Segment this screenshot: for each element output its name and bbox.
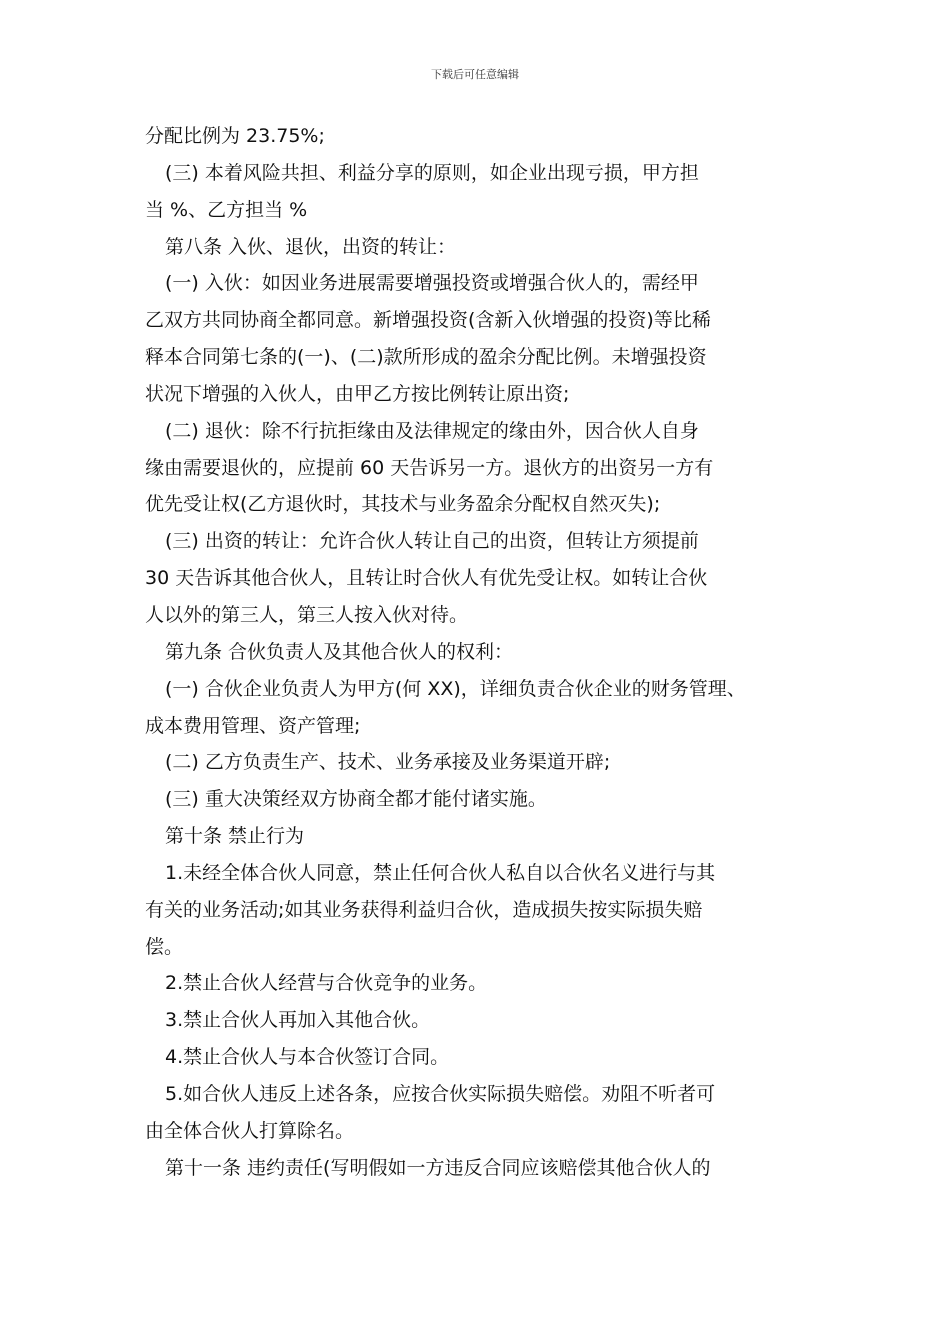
text-line: 第八条 入伙、退伙，出资的转让： [165,235,457,258]
text-line: (一) 入伙：如因业务进展需要增强投资或增强合伙人的，需经甲 [165,272,699,295]
text-line: 由全体合伙人打算除名。 [145,1119,355,1142]
text-line: 乙双方共同协商全都同意。新增强投资(含新入伙增强的投资)等比稀 [145,309,711,332]
text-line: 3.禁止合伙人再加入其他合伙。 [165,1009,431,1032]
text-line: 30 天告诉其他合伙人，且转让时合伙人有优先受让权。如转让合伙 [145,567,708,590]
text-line: 1.未经全体合伙人同意，禁止任何合伙人私自以合伙名义进行与其 [165,861,716,884]
text-line: (三) 重大决策经双方协商全都才能付诸实施。 [165,788,547,811]
text-line: 释本合同第七条的(一)、(二)款所形成的盈余分配比例。未增强投资 [145,346,707,369]
text-line: (三) 出资的转让：允许合伙人转让自己的出资，但转让方须提前 [165,530,699,553]
text-line: (三) 本着风险共担、利益分享的原则，如企业出现亏损，甲方担 [165,161,699,184]
page-header-note: 下载后可任意编辑 [431,68,519,81]
text-line: 有关的业务活动;如其业务获得利益归合伙，造成损失按实际损失赔 [145,898,703,921]
text-line: 第十条 禁止行为 [165,825,305,848]
text-line: 5.如合伙人违反上述各条，应按合伙实际损失赔偿。劝阻不听者可 [165,1082,716,1105]
text-line: 人以外的第三人，第三人按入伙对待。 [145,603,469,626]
text-line: 第十一条 违约责任(写明假如一方违反合同应该赔偿其他合伙人的 [165,1156,711,1179]
text-line: 优先受让权(乙方退伙时，其技术与业务盈余分配权自然灭失); [145,493,661,516]
text-line: (二) 乙方负责生产、技术、业务承接及业务渠道开辟; [165,751,611,774]
text-line: 分配比例为 23.75%; [145,125,325,147]
text-line: 4.禁止合伙人与本合伙签订合同。 [165,1046,450,1069]
text-line: 状况下增强的入伙人，由甲乙方按比例转让原出资; [145,382,570,405]
text-line: 当 %、乙方担当 % [145,198,308,221]
text-line: 缘由需要退伙的，应提前 60 天告诉另一方。退伙方的出资另一方有 [145,456,714,479]
text-line: 第九条 合伙负责人及其他合伙人的权利： [165,640,514,663]
document-body [145,118,825,1186]
text-line: (二) 退伙：除不行抗拒缘由及法律规定的缘由外，因合伙人自身 [165,419,699,442]
text-line: 成本费用管理、资产管理; [145,714,361,737]
text-line: 2.禁止合伙人经营与合伙竞争的业务。 [165,972,488,995]
text-line: 偿。 [145,935,184,958]
text-line: (一) 合伙企业负责人为甲方(何 XX)，详细负责合伙企业的财务管理、 [165,677,746,700]
